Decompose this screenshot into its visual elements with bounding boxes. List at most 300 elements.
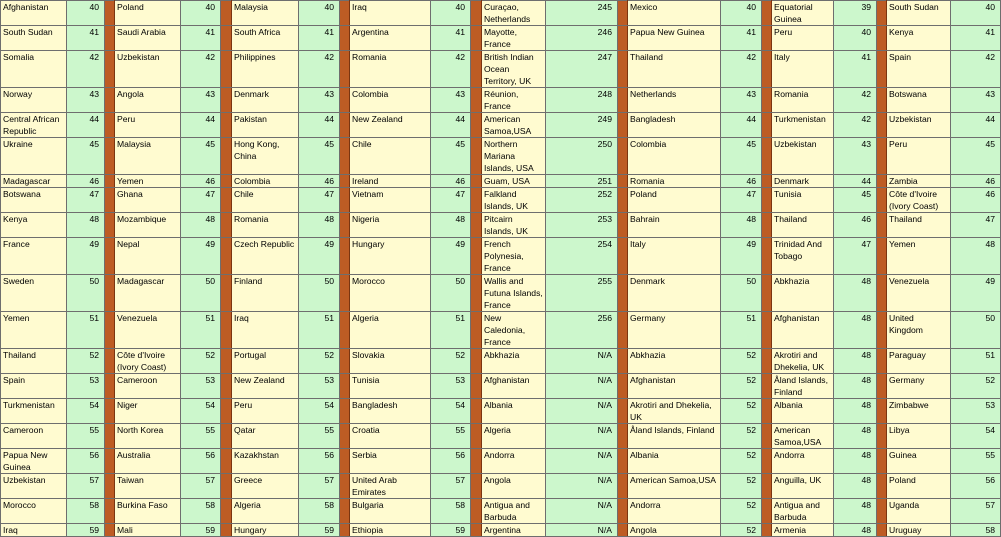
rank-value-cell[interactable]: 55: [431, 424, 471, 449]
country-name-cell[interactable]: Sweden: [1, 275, 67, 312]
country-name-cell[interactable]: Australia: [115, 449, 181, 474]
rank-value-cell[interactable]: 48: [951, 238, 1001, 275]
rank-value-cell[interactable]: 52: [721, 424, 762, 449]
rank-value-cell[interactable]: 41: [431, 26, 471, 51]
country-name-cell[interactable]: Malaysia: [232, 1, 299, 26]
country-name-cell[interactable]: Albania: [482, 399, 546, 424]
rank-value-cell[interactable]: 47: [67, 188, 105, 213]
rank-value-cell[interactable]: 54: [181, 399, 221, 424]
country-name-cell[interactable]: Bahrain: [628, 213, 721, 238]
country-name-cell[interactable]: Serbia: [350, 449, 431, 474]
country-name-cell[interactable]: Afghanistan: [482, 374, 546, 399]
rank-value-cell[interactable]: 49: [181, 238, 221, 275]
country-name-cell[interactable]: Mali: [115, 524, 181, 537]
country-name-cell[interactable]: Uzbekistan: [1, 474, 67, 499]
rank-value-cell[interactable]: 46: [181, 175, 221, 188]
rank-value-cell[interactable]: 45: [67, 138, 105, 175]
rank-value-cell[interactable]: 41: [834, 51, 877, 88]
rank-value-cell[interactable]: 56: [951, 474, 1001, 499]
country-name-cell[interactable]: Cameroon: [115, 374, 181, 399]
rank-value-cell[interactable]: 42: [431, 51, 471, 88]
country-name-cell[interactable]: Botswana: [1, 188, 67, 213]
country-name-cell[interactable]: Akrotiri and Dhekelia, UK: [772, 349, 834, 374]
country-name-cell[interactable]: Pitcairn Islands, UK: [482, 213, 546, 238]
rank-value-cell[interactable]: 46: [951, 175, 1001, 188]
country-name-cell[interactable]: Romania: [772, 88, 834, 113]
rank-value-cell[interactable]: 46: [834, 213, 877, 238]
rank-value-cell[interactable]: 42: [951, 51, 1001, 88]
rank-value-cell[interactable]: 52: [951, 374, 1001, 399]
rank-value-cell[interactable]: 52: [721, 374, 762, 399]
country-name-cell[interactable]: Argentina: [482, 524, 546, 537]
rank-value-cell[interactable]: 41: [299, 26, 340, 51]
country-name-cell[interactable]: Bulgaria: [350, 499, 431, 524]
country-name-cell[interactable]: Uruguay: [887, 524, 951, 537]
country-name-cell[interactable]: Iraq: [232, 312, 299, 349]
rank-value-cell[interactable]: 40: [67, 1, 105, 26]
rank-value-cell[interactable]: 48: [181, 213, 221, 238]
rank-value-cell[interactable]: 43: [431, 88, 471, 113]
country-name-cell[interactable]: Algeria: [350, 312, 431, 349]
rank-value-cell[interactable]: 251: [546, 175, 618, 188]
country-name-cell[interactable]: Colombia: [350, 88, 431, 113]
rank-value-cell[interactable]: 50: [67, 275, 105, 312]
rank-value-cell[interactable]: 41: [181, 26, 221, 51]
rank-value-cell[interactable]: 56: [431, 449, 471, 474]
rank-value-cell[interactable]: 48: [834, 399, 877, 424]
rank-value-cell[interactable]: 253: [546, 213, 618, 238]
rank-value-cell[interactable]: N/A: [546, 499, 618, 524]
country-name-cell[interactable]: Nepal: [115, 238, 181, 275]
rank-value-cell[interactable]: 256: [546, 312, 618, 349]
country-name-cell[interactable]: Cameroon: [1, 424, 67, 449]
rank-value-cell[interactable]: 59: [181, 524, 221, 537]
country-name-cell[interactable]: Equatorial Guinea: [772, 1, 834, 26]
country-name-cell[interactable]: Andorra: [628, 499, 721, 524]
rank-value-cell[interactable]: 42: [834, 113, 877, 138]
country-name-cell[interactable]: Peru: [115, 113, 181, 138]
rank-value-cell[interactable]: 50: [181, 275, 221, 312]
rank-value-cell[interactable]: 43: [67, 88, 105, 113]
rank-value-cell[interactable]: 45: [721, 138, 762, 175]
rank-value-cell[interactable]: 47: [431, 188, 471, 213]
country-name-cell[interactable]: Peru: [887, 138, 951, 175]
country-name-cell[interactable]: New Zealand: [350, 113, 431, 138]
rank-value-cell[interactable]: 48: [834, 275, 877, 312]
rank-value-cell[interactable]: 52: [721, 524, 762, 537]
country-name-cell[interactable]: Yemen: [115, 175, 181, 188]
rank-value-cell[interactable]: 249: [546, 113, 618, 138]
country-name-cell[interactable]: South Sudan: [1, 26, 67, 51]
rank-value-cell[interactable]: 49: [67, 238, 105, 275]
rank-value-cell[interactable]: 48: [299, 213, 340, 238]
country-name-cell[interactable]: Mexico: [628, 1, 721, 26]
rank-value-cell[interactable]: 44: [299, 113, 340, 138]
country-name-cell[interactable]: Abkhazia: [772, 275, 834, 312]
rank-value-cell[interactable]: 58: [431, 499, 471, 524]
country-name-cell[interactable]: Nigeria: [350, 213, 431, 238]
rank-value-cell[interactable]: N/A: [546, 374, 618, 399]
country-name-cell[interactable]: Denmark: [772, 175, 834, 188]
country-name-cell[interactable]: Ireland: [350, 175, 431, 188]
country-name-cell[interactable]: Thailand: [628, 51, 721, 88]
rank-value-cell[interactable]: 47: [181, 188, 221, 213]
country-name-cell[interactable]: Portugal: [232, 349, 299, 374]
country-name-cell[interactable]: Finland: [232, 275, 299, 312]
rank-value-cell[interactable]: 52: [721, 449, 762, 474]
country-name-cell[interactable]: Saudi Arabia: [115, 26, 181, 51]
country-name-cell[interactable]: Vietnam: [350, 188, 431, 213]
rank-value-cell[interactable]: 41: [951, 26, 1001, 51]
rank-value-cell[interactable]: 52: [431, 349, 471, 374]
country-name-cell[interactable]: Norway: [1, 88, 67, 113]
rank-value-cell[interactable]: 47: [721, 188, 762, 213]
rank-value-cell[interactable]: 51: [299, 312, 340, 349]
country-name-cell[interactable]: Bangladesh: [350, 399, 431, 424]
country-name-cell[interactable]: Romania: [232, 213, 299, 238]
country-name-cell[interactable]: Paraguay: [887, 349, 951, 374]
rank-value-cell[interactable]: 40: [721, 1, 762, 26]
country-name-cell[interactable]: Guinea: [887, 449, 951, 474]
country-name-cell[interactable]: Trinidad And Tobago: [772, 238, 834, 275]
country-name-cell[interactable]: Bangladesh: [628, 113, 721, 138]
rank-value-cell[interactable]: 48: [834, 312, 877, 349]
rank-value-cell[interactable]: 46: [431, 175, 471, 188]
country-name-cell[interactable]: Afghanistan: [1, 1, 67, 26]
rank-value-cell[interactable]: 42: [67, 51, 105, 88]
country-name-cell[interactable]: Hungary: [350, 238, 431, 275]
rank-value-cell[interactable]: 42: [299, 51, 340, 88]
rank-value-cell[interactable]: 52: [181, 349, 221, 374]
rank-value-cell[interactable]: 50: [299, 275, 340, 312]
country-name-cell[interactable]: Libya: [887, 424, 951, 449]
rank-value-cell[interactable]: 250: [546, 138, 618, 175]
country-name-cell[interactable]: Papua New Guinea: [1, 449, 67, 474]
country-name-cell[interactable]: Hong Kong, China: [232, 138, 299, 175]
rank-value-cell[interactable]: 51: [721, 312, 762, 349]
rank-value-cell[interactable]: 58: [951, 524, 1001, 537]
rank-value-cell[interactable]: 48: [834, 499, 877, 524]
country-name-cell[interactable]: Spain: [1, 374, 67, 399]
country-name-cell[interactable]: Algeria: [232, 499, 299, 524]
rank-value-cell[interactable]: 57: [181, 474, 221, 499]
country-name-cell[interactable]: Zimbabwe: [887, 399, 951, 424]
country-name-cell[interactable]: Mayotte, France: [482, 26, 546, 51]
rank-value-cell[interactable]: 43: [181, 88, 221, 113]
rank-value-cell[interactable]: N/A: [546, 474, 618, 499]
country-name-cell[interactable]: Ukraine: [1, 138, 67, 175]
country-name-cell[interactable]: North Korea: [115, 424, 181, 449]
rank-value-cell[interactable]: 52: [67, 349, 105, 374]
country-name-cell[interactable]: Botswana: [887, 88, 951, 113]
country-name-cell[interactable]: Akrotiri and Dhekelia, UK: [628, 399, 721, 424]
rank-value-cell[interactable]: 47: [834, 238, 877, 275]
country-name-cell[interactable]: Greece: [232, 474, 299, 499]
country-name-cell[interactable]: Argentina: [350, 26, 431, 51]
country-name-cell[interactable]: Iraq: [1, 524, 67, 537]
country-name-cell[interactable]: French Polynesia, France: [482, 238, 546, 275]
rank-value-cell[interactable]: 48: [721, 213, 762, 238]
country-name-cell[interactable]: British Indian Ocean Territory, UK: [482, 51, 546, 88]
country-name-cell[interactable]: Thailand: [772, 213, 834, 238]
country-name-cell[interactable]: Ghana: [115, 188, 181, 213]
country-name-cell[interactable]: Colombia: [628, 138, 721, 175]
rank-value-cell[interactable]: 53: [951, 399, 1001, 424]
country-name-cell[interactable]: Madagascar: [1, 175, 67, 188]
country-name-cell[interactable]: New Caledonia, France: [482, 312, 546, 349]
country-name-cell[interactable]: Afghanistan: [772, 312, 834, 349]
rank-value-cell[interactable]: 55: [67, 424, 105, 449]
rank-value-cell[interactable]: 56: [299, 449, 340, 474]
country-name-cell[interactable]: American Samoa,USA: [482, 113, 546, 138]
rank-value-cell[interactable]: 55: [951, 449, 1001, 474]
rank-value-cell[interactable]: N/A: [546, 449, 618, 474]
rank-value-cell[interactable]: 49: [951, 275, 1001, 312]
country-name-cell[interactable]: Andorra: [772, 449, 834, 474]
country-name-cell[interactable]: Curaçao, Netherlands: [482, 1, 546, 26]
rank-value-cell[interactable]: 48: [431, 213, 471, 238]
country-name-cell[interactable]: Antigua and Barbuda: [772, 499, 834, 524]
rank-value-cell[interactable]: 52: [721, 399, 762, 424]
rank-value-cell[interactable]: 49: [299, 238, 340, 275]
country-name-cell[interactable]: Croatia: [350, 424, 431, 449]
country-name-cell[interactable]: Iraq: [350, 1, 431, 26]
country-name-cell[interactable]: Colombia: [232, 175, 299, 188]
rank-value-cell[interactable]: 52: [299, 349, 340, 374]
rank-value-cell[interactable]: 57: [951, 499, 1001, 524]
country-name-cell[interactable]: Burkina Faso: [115, 499, 181, 524]
country-name-cell[interactable]: Poland: [115, 1, 181, 26]
country-name-cell[interactable]: Armenia: [772, 524, 834, 537]
rank-value-cell[interactable]: 41: [721, 26, 762, 51]
rank-value-cell[interactable]: 48: [834, 424, 877, 449]
rank-value-cell[interactable]: 50: [951, 312, 1001, 349]
rank-value-cell[interactable]: 52: [721, 349, 762, 374]
rank-value-cell[interactable]: 53: [431, 374, 471, 399]
rank-value-cell[interactable]: 44: [834, 175, 877, 188]
rank-value-cell[interactable]: 44: [67, 113, 105, 138]
country-name-cell[interactable]: New Zealand: [232, 374, 299, 399]
rank-value-cell[interactable]: 51: [951, 349, 1001, 374]
country-name-cell[interactable]: Poland: [628, 188, 721, 213]
country-name-cell[interactable]: Pakistan: [232, 113, 299, 138]
rank-value-cell[interactable]: N/A: [546, 399, 618, 424]
country-name-cell[interactable]: South Sudan: [887, 1, 951, 26]
rank-value-cell[interactable]: 40: [431, 1, 471, 26]
rank-value-cell[interactable]: 46: [951, 188, 1001, 213]
rank-value-cell[interactable]: 40: [181, 1, 221, 26]
rank-value-cell[interactable]: N/A: [546, 349, 618, 374]
country-name-cell[interactable]: United Kingdom: [887, 312, 951, 349]
rank-value-cell[interactable]: 55: [181, 424, 221, 449]
country-name-cell[interactable]: Turkmenistan: [1, 399, 67, 424]
rank-value-cell[interactable]: 54: [431, 399, 471, 424]
country-name-cell[interactable]: Albania: [772, 399, 834, 424]
country-name-cell[interactable]: Papua New Guinea: [628, 26, 721, 51]
country-name-cell[interactable]: Northern Mariana Islands, USA: [482, 138, 546, 175]
rank-value-cell[interactable]: 40: [299, 1, 340, 26]
rank-value-cell[interactable]: 51: [181, 312, 221, 349]
rank-value-cell[interactable]: 46: [299, 175, 340, 188]
rank-value-cell[interactable]: 44: [431, 113, 471, 138]
rank-value-cell[interactable]: N/A: [546, 424, 618, 449]
country-name-cell[interactable]: Angola: [628, 524, 721, 537]
rank-value-cell[interactable]: 58: [67, 499, 105, 524]
country-name-cell[interactable]: Algeria: [482, 424, 546, 449]
country-name-cell[interactable]: Uzbekistan: [115, 51, 181, 88]
rank-value-cell[interactable]: 46: [721, 175, 762, 188]
country-name-cell[interactable]: Venezuela: [887, 275, 951, 312]
rank-value-cell[interactable]: 48: [834, 474, 877, 499]
country-name-cell[interactable]: Côte d'Ivoire (Ivory Coast): [115, 349, 181, 374]
country-name-cell[interactable]: Italy: [772, 51, 834, 88]
country-name-cell[interactable]: Anguilla, UK: [772, 474, 834, 499]
country-name-cell[interactable]: Denmark: [232, 88, 299, 113]
country-name-cell[interactable]: Romania: [350, 51, 431, 88]
country-name-cell[interactable]: Somalia: [1, 51, 67, 88]
rank-value-cell[interactable]: 58: [299, 499, 340, 524]
rank-value-cell[interactable]: 40: [834, 26, 877, 51]
country-name-cell[interactable]: Chile: [232, 188, 299, 213]
country-name-cell[interactable]: Philippines: [232, 51, 299, 88]
rank-value-cell[interactable]: 59: [431, 524, 471, 537]
country-name-cell[interactable]: Peru: [772, 26, 834, 51]
rank-value-cell[interactable]: 47: [951, 213, 1001, 238]
rank-value-cell[interactable]: 42: [834, 88, 877, 113]
country-name-cell[interactable]: Kenya: [1, 213, 67, 238]
country-name-cell[interactable]: Kazakhstan: [232, 449, 299, 474]
country-name-cell[interactable]: Angola: [482, 474, 546, 499]
country-name-cell[interactable]: Afghanistan: [628, 374, 721, 399]
country-name-cell[interactable]: Åland Islands, Finland: [628, 424, 721, 449]
country-name-cell[interactable]: Malaysia: [115, 138, 181, 175]
rank-value-cell[interactable]: 44: [721, 113, 762, 138]
country-name-cell[interactable]: Zambia: [887, 175, 951, 188]
rank-value-cell[interactable]: 45: [431, 138, 471, 175]
rank-value-cell[interactable]: 52: [721, 474, 762, 499]
rank-value-cell[interactable]: 48: [834, 449, 877, 474]
country-name-cell[interactable]: American Samoa,USA: [772, 424, 834, 449]
country-name-cell[interactable]: Romania: [628, 175, 721, 188]
rank-value-cell[interactable]: 54: [951, 424, 1001, 449]
country-name-cell[interactable]: United Arab Emirates: [350, 474, 431, 499]
rank-value-cell[interactable]: 54: [67, 399, 105, 424]
rank-value-cell[interactable]: 42: [181, 51, 221, 88]
rank-value-cell[interactable]: 42: [721, 51, 762, 88]
country-name-cell[interactable]: Spain: [887, 51, 951, 88]
rank-value-cell[interactable]: 51: [431, 312, 471, 349]
country-name-cell[interactable]: Abkhazia: [628, 349, 721, 374]
rank-value-cell[interactable]: 246: [546, 26, 618, 51]
rank-value-cell[interactable]: 49: [721, 238, 762, 275]
rank-value-cell[interactable]: 57: [299, 474, 340, 499]
country-name-cell[interactable]: Kenya: [887, 26, 951, 51]
rank-value-cell[interactable]: 51: [67, 312, 105, 349]
rank-value-cell[interactable]: 248: [546, 88, 618, 113]
rank-value-cell[interactable]: 48: [834, 349, 877, 374]
country-name-cell[interactable]: Tunisia: [772, 188, 834, 213]
rank-value-cell[interactable]: 50: [721, 275, 762, 312]
rank-value-cell[interactable]: 45: [299, 138, 340, 175]
rank-value-cell[interactable]: 40: [951, 1, 1001, 26]
country-name-cell[interactable]: Qatar: [232, 424, 299, 449]
rank-value-cell[interactable]: 56: [67, 449, 105, 474]
country-name-cell[interactable]: Venezuela: [115, 312, 181, 349]
rank-value-cell[interactable]: 39: [834, 1, 877, 26]
country-name-cell[interactable]: Italy: [628, 238, 721, 275]
rank-value-cell[interactable]: 59: [299, 524, 340, 537]
rank-value-cell[interactable]: 44: [951, 113, 1001, 138]
country-name-cell[interactable]: Chile: [350, 138, 431, 175]
country-name-cell[interactable]: Germany: [887, 374, 951, 399]
rank-value-cell[interactable]: 49: [431, 238, 471, 275]
country-name-cell[interactable]: France: [1, 238, 67, 275]
country-name-cell[interactable]: Tunisia: [350, 374, 431, 399]
country-name-cell[interactable]: Mozambique: [115, 213, 181, 238]
rank-value-cell[interactable]: 48: [834, 524, 877, 537]
country-name-cell[interactable]: Netherlands: [628, 88, 721, 113]
country-name-cell[interactable]: Poland: [887, 474, 951, 499]
rank-value-cell[interactable]: 46: [67, 175, 105, 188]
rank-value-cell[interactable]: 47: [299, 188, 340, 213]
rank-value-cell[interactable]: 41: [67, 26, 105, 51]
rank-value-cell[interactable]: 48: [67, 213, 105, 238]
country-name-cell[interactable]: Peru: [232, 399, 299, 424]
country-name-cell[interactable]: Turkmenistan: [772, 113, 834, 138]
country-name-cell[interactable]: Morocco: [1, 499, 67, 524]
country-name-cell[interactable]: Uganda: [887, 499, 951, 524]
country-name-cell[interactable]: Central African Republic: [1, 113, 67, 138]
country-name-cell[interactable]: Wallis and Futuna Islands, France: [482, 275, 546, 312]
country-name-cell[interactable]: Denmark: [628, 275, 721, 312]
rank-value-cell[interactable]: 55: [299, 424, 340, 449]
rank-value-cell[interactable]: 254: [546, 238, 618, 275]
country-name-cell[interactable]: Germany: [628, 312, 721, 349]
country-name-cell[interactable]: Ethiopia: [350, 524, 431, 537]
country-name-cell[interactable]: Madagascar: [115, 275, 181, 312]
rank-value-cell[interactable]: 50: [431, 275, 471, 312]
rank-value-cell[interactable]: 59: [67, 524, 105, 537]
rank-value-cell[interactable]: 54: [299, 399, 340, 424]
country-name-cell[interactable]: Hungary: [232, 524, 299, 537]
country-name-cell[interactable]: Czech Republic: [232, 238, 299, 275]
rank-value-cell[interactable]: 43: [834, 138, 877, 175]
country-name-cell[interactable]: Angola: [115, 88, 181, 113]
rank-value-cell[interactable]: 58: [181, 499, 221, 524]
country-name-cell[interactable]: Antigua and Barbuda: [482, 499, 546, 524]
country-name-cell[interactable]: Albania: [628, 449, 721, 474]
rank-value-cell[interactable]: 53: [299, 374, 340, 399]
rank-value-cell[interactable]: 255: [546, 275, 618, 312]
rank-value-cell[interactable]: 57: [431, 474, 471, 499]
country-name-cell[interactable]: South Africa: [232, 26, 299, 51]
rank-value-cell[interactable]: 43: [951, 88, 1001, 113]
rank-value-cell[interactable]: 43: [721, 88, 762, 113]
country-name-cell[interactable]: Réunion, France: [482, 88, 546, 113]
rank-value-cell[interactable]: 45: [181, 138, 221, 175]
rank-value-cell[interactable]: 43: [299, 88, 340, 113]
country-name-cell[interactable]: Thailand: [1, 349, 67, 374]
country-name-cell[interactable]: Côte d'Ivoire (Ivory Coast): [887, 188, 951, 213]
country-name-cell[interactable]: Guam, USA: [482, 175, 546, 188]
country-name-cell[interactable]: Thailand: [887, 213, 951, 238]
rank-value-cell[interactable]: 247: [546, 51, 618, 88]
rank-value-cell[interactable]: 57: [67, 474, 105, 499]
country-name-cell[interactable]: Morocco: [350, 275, 431, 312]
rank-value-cell[interactable]: N/A: [546, 524, 618, 537]
rank-value-cell[interactable]: 252: [546, 188, 618, 213]
country-name-cell[interactable]: American Samoa,USA: [628, 474, 721, 499]
